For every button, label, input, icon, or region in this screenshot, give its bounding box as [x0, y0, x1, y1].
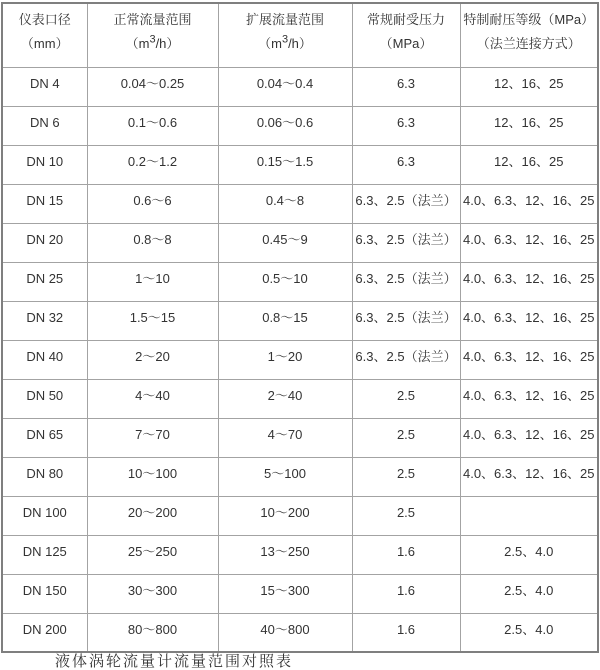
cell-diameter: DN 50 — [2, 379, 87, 418]
header-text: 特制耐压等级（MPa）（法兰连接方式） — [463, 12, 595, 51]
cell-standard-pressure: 2.5 — [352, 457, 460, 496]
cell-standard-pressure: 1.6 — [352, 535, 460, 574]
cell-extended-flow-range: 0.45～9 — [218, 223, 352, 262]
table-row — [2, 457, 598, 496]
cell-extended-flow-range: 10～200 — [218, 496, 352, 535]
cell-standard-pressure: 1.6 — [352, 574, 460, 613]
cell-special-pressure: 12、16、25 — [460, 67, 598, 106]
cell-normal-flow-range: 0.1～0.6 — [87, 106, 218, 145]
cell-extended-flow-range: 0.5～10 — [218, 262, 352, 301]
cell-extended-flow-range: 4～70 — [218, 418, 352, 457]
cell-extended-flow-range: 40～800 — [218, 613, 352, 652]
cell-diameter: DN 15 — [2, 184, 87, 223]
cell-normal-flow-range: 25～250 — [87, 535, 218, 574]
clipped-caption-line: 液体涡轮流量计流量范围对照表 — [55, 653, 294, 670]
cell-extended-flow-range: 0.15～1.5 — [218, 145, 352, 184]
cell-extended-flow-range: 0.4～8 — [218, 184, 352, 223]
cell-standard-pressure: 2.5 — [352, 418, 460, 457]
header-text: /h） — [288, 36, 312, 51]
cell-standard-pressure: 6.3、2.5（法兰） — [352, 340, 460, 379]
table-body — [2, 67, 598, 652]
cell-diameter: DN 150 — [2, 574, 87, 613]
header-superscript: 3 — [149, 33, 156, 46]
cell-special-pressure — [460, 496, 598, 535]
cell-normal-flow-range: 0.6～6 — [87, 184, 218, 223]
cell-diameter: DN 4 — [2, 67, 87, 106]
cell-normal-flow-range: 20～200 — [87, 496, 218, 535]
table-row — [2, 262, 598, 301]
table-row — [2, 379, 598, 418]
cell-special-pressure: 12、16、25 — [460, 106, 598, 145]
header-text: 仪表口径（mm） — [18, 12, 71, 51]
cell-standard-pressure: 6.3、2.5（法兰） — [352, 223, 460, 262]
column-header-special-pressure — [460, 3, 598, 67]
cell-normal-flow-range: 1～10 — [87, 262, 218, 301]
flowmeter-spec-table — [1, 2, 599, 653]
cell-standard-pressure: 2.5 — [352, 496, 460, 535]
cell-special-pressure: 2.5、4.0 — [460, 613, 598, 652]
table-row — [2, 496, 598, 535]
table-row — [2, 67, 598, 106]
column-header-diameter — [2, 3, 87, 67]
cell-extended-flow-range: 2～40 — [218, 379, 352, 418]
cell-normal-flow-range: 7～70 — [87, 418, 218, 457]
cell-extended-flow-range: 5～100 — [218, 457, 352, 496]
cell-standard-pressure: 6.3 — [352, 145, 460, 184]
cell-normal-flow-range: 10～100 — [87, 457, 218, 496]
cell-diameter: DN 40 — [2, 340, 87, 379]
table-header — [2, 3, 598, 67]
cell-special-pressure: 4.0、6.3、12、16、25 — [460, 340, 598, 379]
cell-diameter: DN 20 — [2, 223, 87, 262]
cell-extended-flow-range: 13～250 — [218, 535, 352, 574]
cell-special-pressure: 4.0、6.3、12、16、25 — [460, 418, 598, 457]
cell-normal-flow-range: 0.04～0.25 — [87, 67, 218, 106]
table-row — [2, 613, 598, 652]
cell-normal-flow-range: 4～40 — [87, 379, 218, 418]
table-row — [2, 145, 598, 184]
cell-standard-pressure: 6.3、2.5（法兰） — [352, 184, 460, 223]
header-text: /h） — [155, 36, 180, 51]
cell-extended-flow-range: 0.8～15 — [218, 301, 352, 340]
cell-diameter: DN 65 — [2, 418, 87, 457]
cell-extended-flow-range: 15～300 — [218, 574, 352, 613]
cell-diameter: DN 125 — [2, 535, 87, 574]
cell-extended-flow-range: 1～20 — [218, 340, 352, 379]
cell-normal-flow-range: 2～20 — [87, 340, 218, 379]
cell-diameter: DN 100 — [2, 496, 87, 535]
cell-special-pressure: 2.5、4.0 — [460, 535, 598, 574]
column-header-extended-flow-range — [218, 3, 352, 67]
cell-diameter: DN 200 — [2, 613, 87, 652]
cell-normal-flow-range: 0.2～1.2 — [87, 145, 218, 184]
column-header-normal-flow-range — [87, 3, 218, 67]
table-row — [2, 574, 598, 613]
cell-special-pressure: 4.0、6.3、12、16、25 — [460, 379, 598, 418]
cell-normal-flow-range: 30～300 — [87, 574, 218, 613]
cell-special-pressure: 2.5、4.0 — [460, 574, 598, 613]
cell-special-pressure: 12、16、25 — [460, 145, 598, 184]
cell-standard-pressure: 6.3、2.5（法兰） — [352, 301, 460, 340]
header-text: 常规耐受压力（MPa） — [366, 12, 445, 51]
cell-diameter: DN 80 — [2, 457, 87, 496]
cell-normal-flow-range: 1.5～15 — [87, 301, 218, 340]
cell-normal-flow-range: 80～800 — [87, 613, 218, 652]
column-header-standard-pressure — [352, 3, 460, 67]
cell-standard-pressure: 6.3 — [352, 106, 460, 145]
cell-standard-pressure: 6.3 — [352, 67, 460, 106]
table-row — [2, 535, 598, 574]
header-superscript: 3 — [281, 33, 289, 46]
cell-diameter: DN 6 — [2, 106, 87, 145]
cell-diameter: DN 32 — [2, 301, 87, 340]
header-row — [2, 3, 598, 67]
cell-standard-pressure: 2.5 — [352, 379, 460, 418]
header-text: 扩展流量范围（m — [245, 12, 324, 51]
table-row — [2, 223, 598, 262]
table-row — [2, 106, 598, 145]
cell-diameter: DN 25 — [2, 262, 87, 301]
cell-special-pressure: 4.0、6.3、12、16、25 — [460, 457, 598, 496]
cell-standard-pressure: 6.3、2.5（法兰） — [352, 262, 460, 301]
cell-special-pressure: 4.0、6.3、12、16、25 — [460, 262, 598, 301]
cell-special-pressure: 4.0、6.3、12、16、25 — [460, 223, 598, 262]
table-row — [2, 301, 598, 340]
cell-standard-pressure: 1.6 — [352, 613, 460, 652]
cell-special-pressure: 4.0、6.3、12、16、25 — [460, 301, 598, 340]
cell-extended-flow-range: 0.04～0.4 — [218, 67, 352, 106]
table-row — [2, 184, 598, 223]
header-text: 正常流量范围（m — [113, 12, 192, 51]
cell-extended-flow-range: 0.06～0.6 — [218, 106, 352, 145]
table-row — [2, 340, 598, 379]
cell-diameter: DN 10 — [2, 145, 87, 184]
cell-normal-flow-range: 0.8～8 — [87, 223, 218, 262]
cell-special-pressure: 4.0、6.3、12、16、25 — [460, 184, 598, 223]
table-row — [2, 418, 598, 457]
